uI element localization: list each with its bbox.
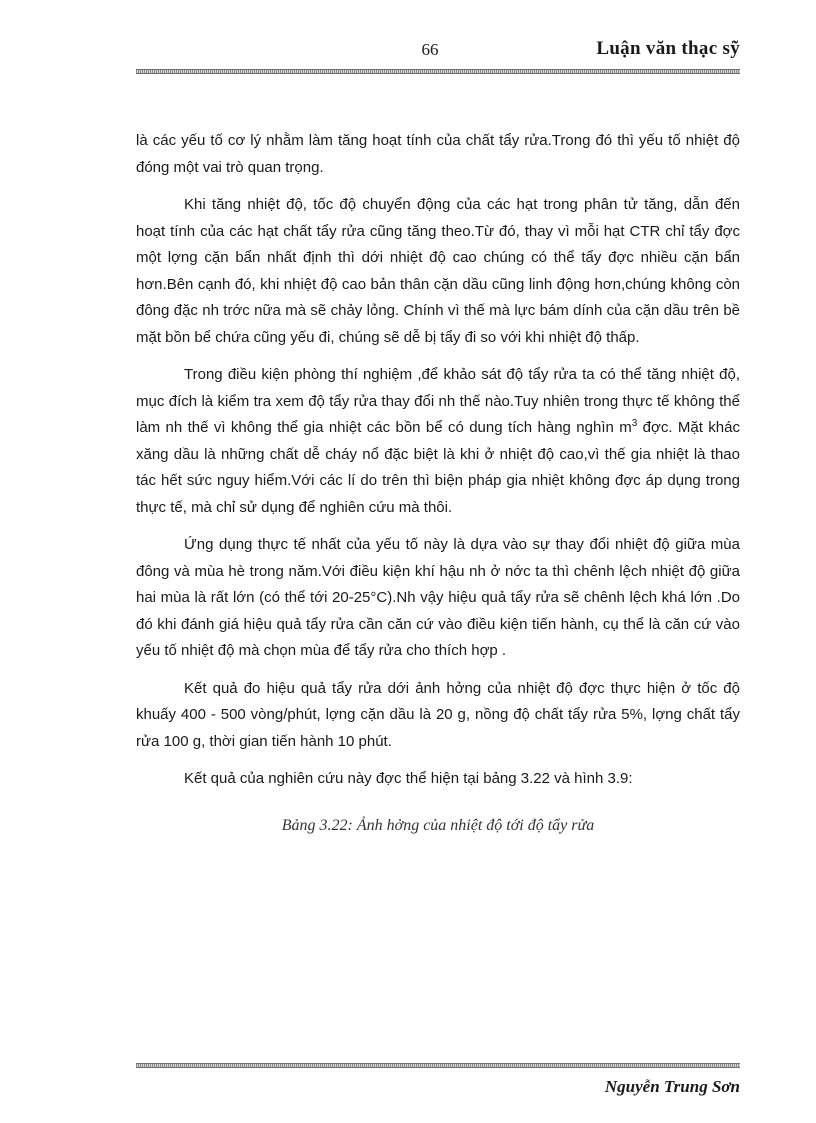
paragraph	[136, 362, 740, 521]
header-divider	[136, 69, 740, 74]
paragraph: Kết quả của nghiên cứu này đợc thể hiện tại bảng 3.22 và hình 3.9:	[184, 770, 633, 787]
paragraph: Ứng dụng thực tế nhất của yếu tố này là dựa vào sự thay đổi nhiệt độ giữa mùa đông và mùa hè trong năm.Với điều kiện khí hậu nh ở nớc ta thì chênh lệch nhiệt độ giữa hai mùa là rất lớn (có thể tới 20-25°C).Nh vậy hiệu quả tẩy rửa sẽ chênh lệch khá lớn .Do đó khi đánh giá hiệu quả tẩy rửa cần căn cứ vào điều kiện tiến hành, cụ thể là căn cứ vào yếu tố nhiệt độ mà chọn mùa để tẩy rửa cho thích hợp .	[136, 536, 740, 659]
footer-author: Nguyễn Trung Sơn	[604, 1077, 740, 1096]
paragraph: là các yếu tố cơ lý nhằm làm tăng hoạt tính của chất tẩy rửa.Trong đó thì yếu tố nhiệt độ đóng một vai trò quan trọng.	[136, 132, 740, 176]
table-caption: Bảng 3.22: Ảnh hởng của nhiệt độ tới độ tẩy rửa	[281, 816, 595, 834]
paragraph-text: Trong điều kiện phòng thí nghiệm ,để khảo sát độ tẩy rửa ta có thể tăng nhiệt độ, mục đích là kiểm tra xem độ tẩy rửa thay đổi nh thế nào.Tuy nhiên trong thực tế không thể làm nh thế vì không thể gia nhiệt các bồn bể có dung tích hàng nghìn m	[136, 366, 740, 436]
document-title: Luận văn thạc sỹ	[596, 38, 740, 59]
superscript: 3	[631, 418, 638, 429]
page-header	[136, 34, 740, 74]
footer-divider	[136, 1063, 740, 1068]
page-number: 66	[421, 40, 439, 59]
paragraph-text: đợc. Mặt khác xăng dầu là những chất dễ cháy nổ đặc biệt là khi ở nhiệt độ cao,vì thế gia nhiệt là thao tác hết sức nguy hiểm.Với các lí do trên thì biện pháp gia nhiệt không đợc áp dụng trong thực tế, mà chỉ sử dụng để nghiên cứu mà thôi.	[136, 419, 740, 516]
paragraph: Kết quả đo hiệu quả tẩy rửa dới ảnh hởng của nhiệt độ đợc thực hiện ở tốc độ khuấy 400 - 500 vòng/phút, lợng cặn dầu là 20 g, nồng độ chất tẩy rửa 5%, lợng chất tẩy rửa 100 g, thời gian tiến hành 10 phút.	[136, 679, 740, 750]
body-text	[136, 128, 740, 839]
paragraph: Khi tăng nhiệt độ, tốc độ chuyển động của các hạt trong phân tử tăng, dẫn đến hoạt tính của các hạt chất tẩy rửa cũng tăng theo.Từ đó, thay vì mỗi hạt CTR chỉ tẩy đợc một lợng cặn bẩn nhất định thì dới nhiệt độ cao chúng có thể tẩy đợc nhiều cặn bẩn hơn.Bên cạnh đó, khi nhiệt độ cao bản thân cặn dầu cũng linh động hơn,chúng không còn đông đặc nh trớc nữa mà sẽ chảy lỏng. Chính vì thế mà lực bám dính của cặn dầu trên bề mặt bồn bể chứa cũng yếu đi, chúng sẽ dễ bị tẩy đi so với khi nhiệt độ thấp.	[136, 196, 740, 346]
